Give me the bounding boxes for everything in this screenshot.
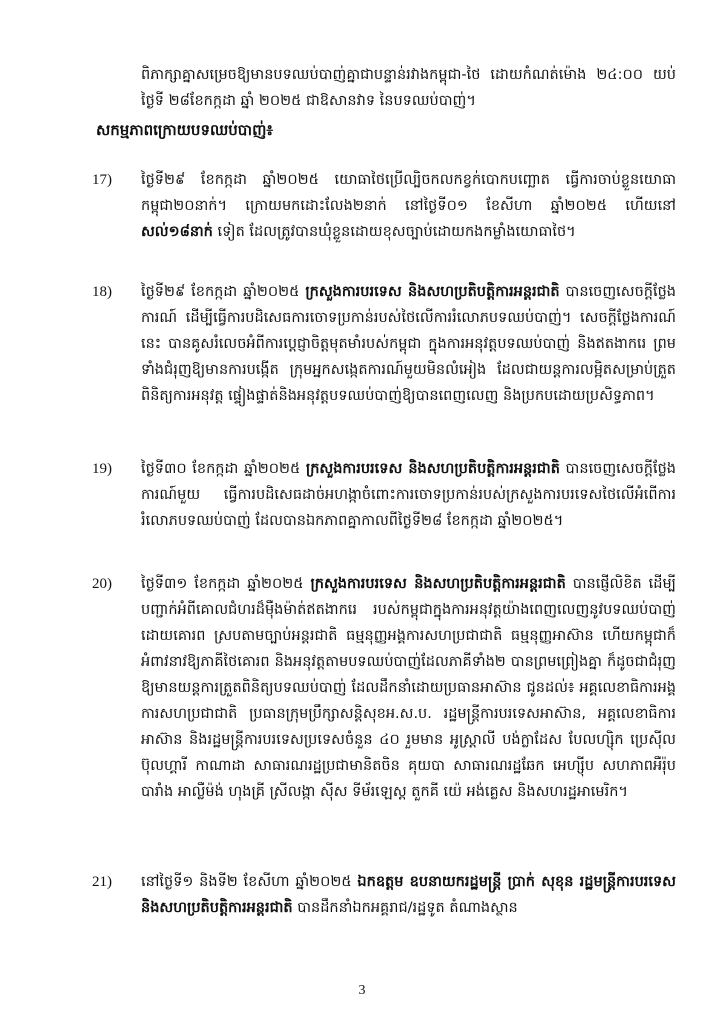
- section-heading: សកម្មភាពក្រោយបទឈប់បាញ់៖: [96, 121, 273, 139]
- item-text: បានចេញសេចក្តីថ្លែងការណ៍មួយ ធ្វើការបដិសេធដាច់អហង្កាចំពោះការចោទប្រកាន់របស់ក្រសួងការបរទេសថៃលើអំពើការរំលោភបទឈប់បាញ់ ដែលបានឯកភាពគ្នាកាលពីថ្ងៃទី២៨ ខែកក្កដា ឆ្នាំ២០២៥។: [141, 461, 677, 529]
- item-number: 18): [92, 284, 112, 300]
- item-text: ទៀត ដែលត្រូវបានឃុំខ្លួនដោយខុសច្បាប់ដោយកងកម្លាំងយោធាថៃ។: [212, 224, 576, 240]
- item-bold-text: ក្រសួងការបរទេស និងសហប្រតិបត្តិការអន្តរជាតិ: [305, 284, 560, 300]
- list-item: [92, 456, 676, 534]
- item-body: [141, 571, 676, 805]
- list-item: [92, 279, 676, 409]
- item-number: 20): [92, 576, 112, 592]
- item-body: [141, 167, 676, 245]
- item-number: 17): [92, 172, 112, 188]
- item-text: ថ្ងៃទី២៩ ខែកក្កដា ឆ្នាំ២០២៥ យោធាថៃប្រើល្បិចកលកខ្វក់បោកបញ្ឆោត ធ្វើការចាប់ខ្លួនយោធាកម្ពុជា២០នាក់។ ក្រោយមកដោះលែង២នាក់ នៅថ្ងៃទី០១ ខែសីហា ឆ្នាំ២០២៥ ហើយនៅ: [141, 172, 676, 214]
- item-body: [141, 869, 676, 921]
- item-number: 21): [92, 874, 112, 890]
- item-body: [141, 456, 676, 534]
- item-text: បានដឹកនាំឯកអគ្គរាជ/រដ្ឋទូត តំណាងស្ថាន: [292, 900, 518, 916]
- item-body: [141, 279, 676, 409]
- item-text: បានផ្ញើលិខិត ដើម្បីបញ្ជាក់អំពីគោលជំហរដ៏មុឺងម៉ាត់ឥតងាករេ របស់កម្ពុជាក្នុងការអនុវត្តយ៉ាងពេញលេញនូវបទឈប់បាញ់ ដោយគោរព ស្របតាមច្បាប់អន្តរជាតិ ធម្មនុញ្ញអង្គការសហប្រជាជាតិ ធម្មនុញ្ញអាស៊ាន ហើយកម្ពុជាក៏អំពាវនាវឱ្យភាគីថៃគោរព និងអនុវត្តតាមបទឈប់បាញ់ដែលភាគីទាំង២ បានព្រមព្រៀងគ្នា ក៏ដូចជាជំរុញឱ្យមានយន្តការត្រួតពិនិត្យបទឈប់បាញ់ ដែលដឹកនាំដោយប្រធានអាស៊ាន ជូនដល់៖ អគ្គលេខាធិការអង្គការសហប្រជាជាតិ ប្រធានក្រុមប្រឹក្សាសន្តិសុខអ.ស.ប. រដ្ឋមន្ត្រីការបរទេសអាស៊ាន, អគ្គលេខាធិការអាស៊ាន និងរដ្ឋមន្ត្រីការបរទេសប្រទេសចំនួន ៤០ រួមមាន អូស្ត្រាលី បង់ក្លាដែស បែលហ្ស៊ិក ប្រេស៊ីល ប៊ុលហ្គារី កាណាដា សាធារណរដ្ឋប្រជាមានិតចិន គុយបា សាធារណរដ្ឋឆែក អេហ្ស៊ីប សហភាពអឺរ៉ុប បារាំង អាល្លឺម៉ង់ ហុងគ្រី ស្រីលង្កា ស៊ីស ទីម័រឡេស្ត តួកគី យ៉េ អង់គ្លេស និងសហរដ្ឋអាមេរិក។: [141, 576, 676, 800]
- intro-paragraph: ពិភាក្សាគ្នាសម្រេចឱ្យមានបទឈប់បាញ់គ្នាជាបន្ទាន់រវាងកម្ពុជា-ថៃ ដោយកំណត់ម៉ោង ២៤:០០ យប់ ថ្ងៃទី ២៨ខែកក្កដា ឆ្នាំ ២០២៥ ជាឱសានវាទ នៃបទឈប់បាញ់។: [141, 67, 676, 109]
- item-number: 19): [92, 461, 112, 477]
- item-bold-text: ឯកឧត្តម ឧបនាយករដ្ឋមន្ត្រី ប្រាក់ សុខុន រដ្ឋមន្ត្រីការបរទេស និងសហប្រតិបត្តិការអន្តរជាតិ: [141, 874, 676, 916]
- item-bold-text: សល់១៨នាក់: [141, 224, 213, 240]
- item-text: នៅថ្ងៃទី១ និងទី២ ខែសីហា ឆ្នាំ២០២៥: [141, 874, 358, 890]
- item-text: ថ្ងៃទី៣០ ខែកក្កដា ឆ្នាំ២០២៥: [141, 461, 306, 477]
- item-text: បានចេញសេចក្តីថ្លែងការណ៍ ដើម្បីធ្វើការបដិសេធការចោទប្រកាន់របស់ថៃលើការរំលោភបទឈប់បាញ់។ សេចក្តីថ្លែងការណ៍នេះ បានគូសរំលេចអំពីការប្តេជ្ញាចិត្តមុតមាំរបស់កម្ពុជា ក្នុងការអនុវត្តបទឈប់បាញ់ និងឥតងាករេ ព្រមទាំងជំរុញឱ្យមានការបង្កើត ក្រុមអ្នកសង្កេតការណ៍មួយមិនលំអៀង ដែលជាយន្តការលម្អិតសម្រាប់ត្រួតពិនិត្យការអនុវត្ត ផ្ទៀងផ្ទាត់និងអនុវត្តបទឈប់បាញ់ឱ្យបានពេញលេញ និងប្រកបដោយប្រសិទ្ធភាព។: [141, 284, 677, 404]
- item-text: ថ្ងៃទី២៩ ខែកក្កដា ឆ្នាំ២០២៥: [141, 284, 306, 300]
- item-text: ថ្ងៃទី៣១ ខែកក្កដា ឆ្នាំ២០២៥: [141, 576, 311, 592]
- item-bold-text: ក្រសួងការបរទេស និងសហប្រតិបត្តិការអន្តរជាតិ: [310, 576, 566, 592]
- list-item: [92, 869, 676, 921]
- page-number: 3: [358, 983, 366, 998]
- list-item: [92, 167, 676, 245]
- item-bold-text: ក្រសួងការបរទេស និងសហប្រតិបត្តិការអន្តរជាតិ: [305, 461, 560, 477]
- list-item: [92, 571, 676, 805]
